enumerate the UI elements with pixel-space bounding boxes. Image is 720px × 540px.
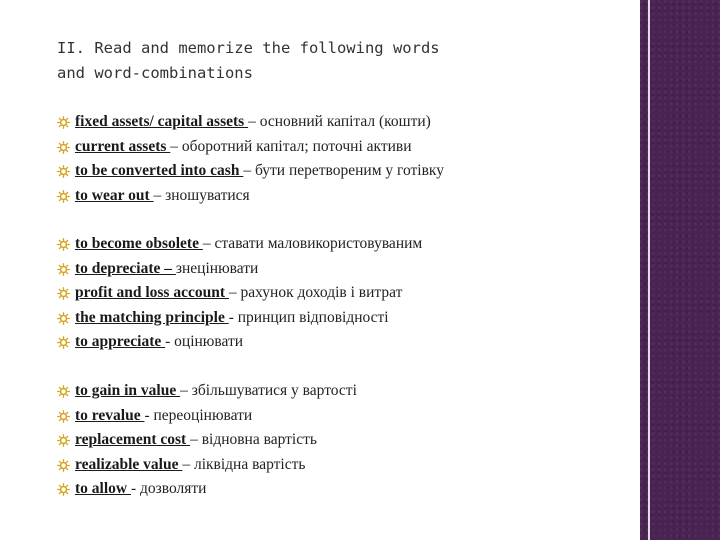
side-band-divider <box>648 0 650 540</box>
heading-line-2: and word-combinations <box>57 64 253 82</box>
list-item <box>57 379 617 404</box>
list-item <box>57 404 617 429</box>
heading-line-1: II. Read and memorize the following words <box>57 39 440 57</box>
sun-bullet-icon <box>57 459 70 472</box>
sun-bullet-icon <box>57 410 70 423</box>
decorative-side-band <box>640 0 720 540</box>
list-item <box>57 306 617 331</box>
list-item <box>57 184 617 209</box>
list-item <box>57 330 617 355</box>
vocabulary-group-1 <box>57 110 617 208</box>
vocabulary-group-3 <box>57 379 617 502</box>
sun-bullet-icon <box>57 336 70 349</box>
list-item <box>57 135 617 160</box>
term: to appreciate <box>75 333 166 350</box>
definition: – зношуватися <box>153 186 250 204</box>
list-item <box>57 257 617 282</box>
term: to become obsolete <box>75 235 203 252</box>
vocabulary-group-2 <box>57 232 617 355</box>
definition: - принцип відповідності <box>228 308 389 326</box>
list-item <box>57 110 617 135</box>
sun-bullet-icon <box>57 312 70 325</box>
definition: – ставати маловикористовуваним <box>202 235 423 252</box>
term: current assets <box>75 137 171 155</box>
term: replacement cost <box>75 431 191 448</box>
list-item <box>57 159 617 184</box>
definition: – оборотний капітал; поточні активи <box>170 137 412 155</box>
sun-bullet-icon <box>57 263 70 276</box>
slide-heading <box>57 36 617 86</box>
term: fixed assets/ capital assets <box>75 113 249 130</box>
sun-bullet-icon <box>57 116 70 129</box>
sun-bullet-icon <box>57 434 70 447</box>
term: to depreciate – <box>75 259 176 277</box>
list-item <box>57 477 617 502</box>
definition: знецінювати <box>175 259 259 277</box>
term: to wear out <box>75 186 154 204</box>
sun-bullet-icon <box>57 287 70 300</box>
term: realizable value <box>75 455 183 473</box>
term: the matching principle <box>75 308 229 326</box>
list-item <box>57 281 617 306</box>
term: profit and loss account <box>75 284 229 301</box>
sun-bullet-icon <box>57 385 70 398</box>
list-item <box>57 428 617 453</box>
sun-bullet-icon <box>57 165 70 178</box>
sun-bullet-icon <box>57 190 70 203</box>
list-item <box>57 453 617 478</box>
definition: – бути перетвореним у готівку <box>243 162 444 179</box>
definition: - дозволяти <box>130 480 207 497</box>
definition: – основний капітал (кошти) <box>248 113 431 130</box>
term: to gain in value <box>75 382 181 399</box>
sun-bullet-icon <box>57 238 70 251</box>
sun-bullet-icon <box>57 141 70 154</box>
term: to revalue <box>75 406 145 424</box>
term: to be converted into cash <box>75 162 244 179</box>
definition: – ліквідна вартість <box>182 455 306 473</box>
list-item <box>57 232 617 257</box>
definition: – відновна вартість <box>190 431 317 448</box>
sun-bullet-icon <box>57 483 70 496</box>
term: to allow <box>75 480 131 497</box>
definition: - переоцінювати <box>144 406 253 424</box>
definition: - оцінювати <box>165 333 244 350</box>
definition: – збільшуватися у вартості <box>180 382 357 399</box>
definition: – рахунок доходів і витрат <box>228 284 403 301</box>
